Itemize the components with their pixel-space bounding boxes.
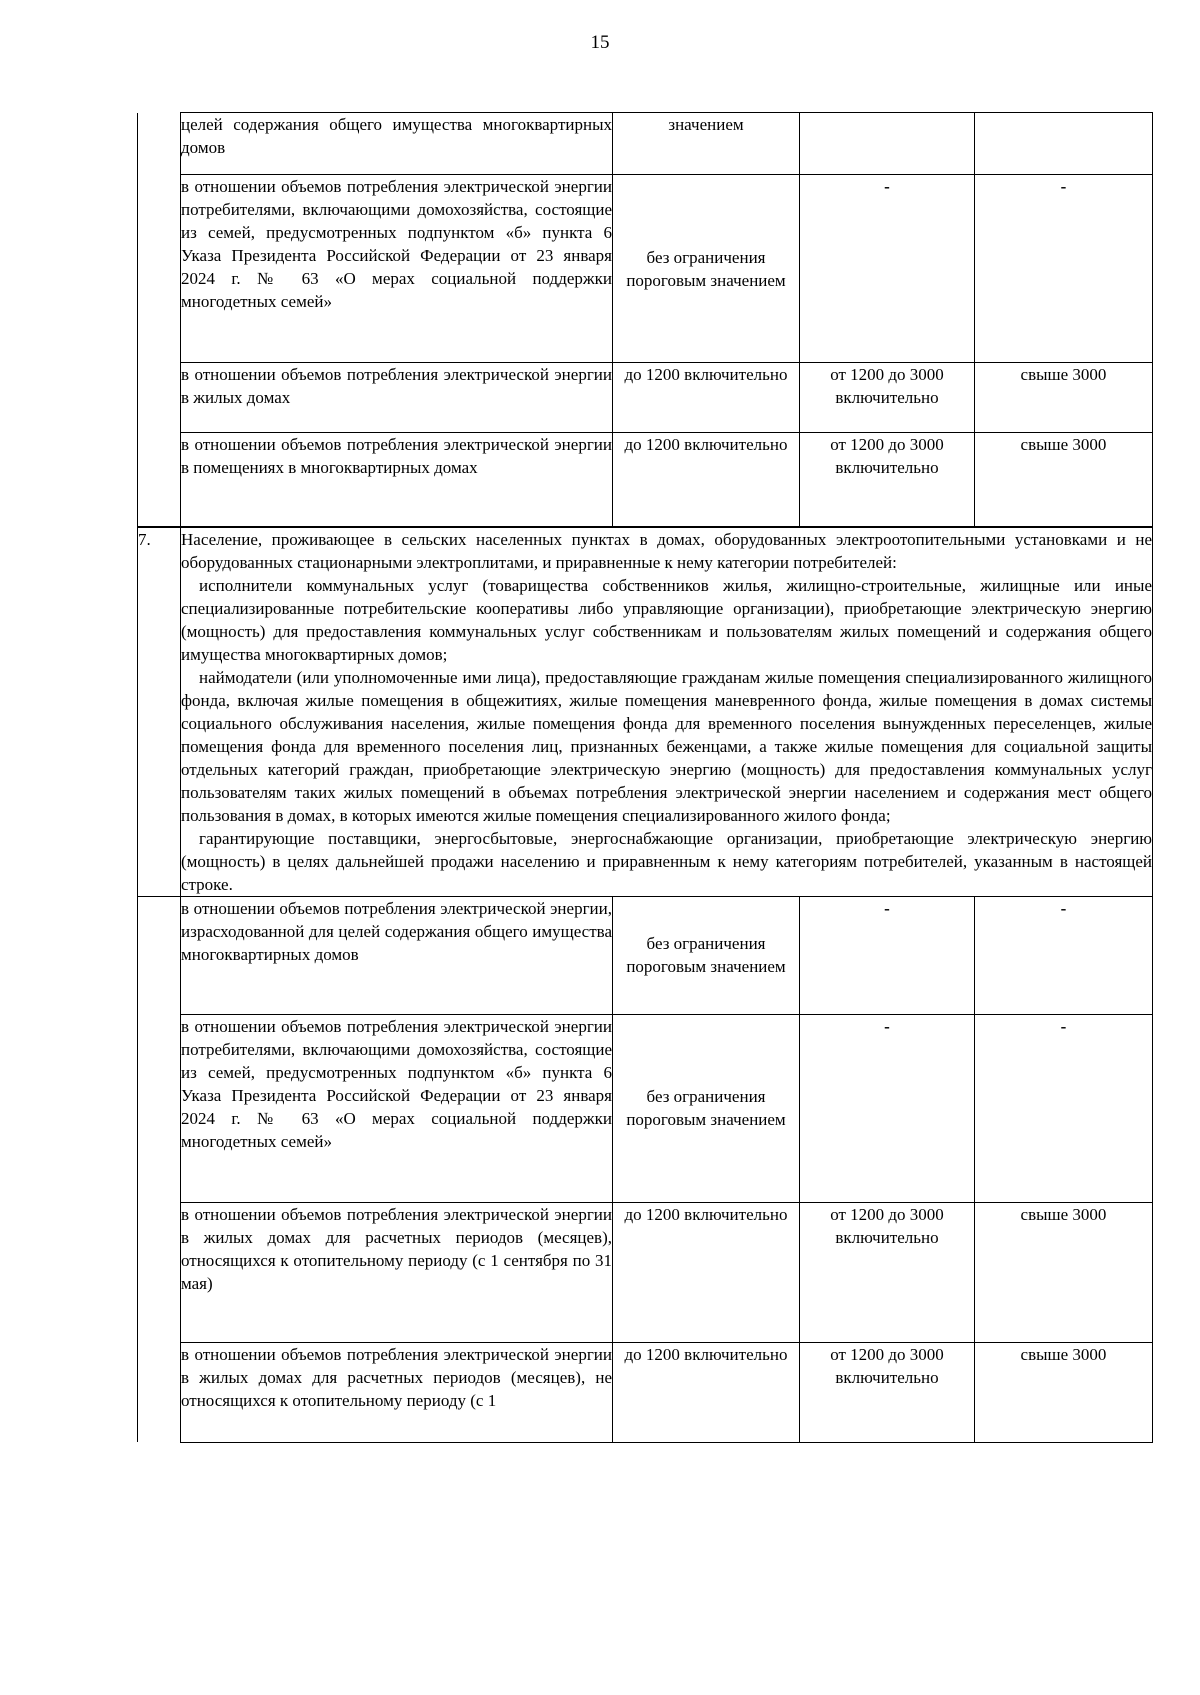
- threshold-mid: от 1200 до 3000 включительно: [800, 1202, 975, 1342]
- threshold-low: до 1200 включительно: [613, 433, 800, 527]
- tariff-table: [137, 112, 1153, 1443]
- row-number-cell: [138, 113, 181, 175]
- row-description: в отношении объемов потребления электрической энергии в жилых домах для расчетных периодов (месяцев), относящихся к отопительному периоду (с 1 сентября по 31 мая): [181, 1202, 613, 1342]
- threshold-high: -: [975, 1014, 1153, 1202]
- section-paragraph: исполнители коммунальных услуг (товарищества собственников жилья, жилищно-строительные, жилищные или иные специализированные потребительские кооперативы либо управляющие организации), приобретающие электрическую энергию (мощность) для предоставления коммунальных услуг собственникам и пользователям жилых помещений и содержания общего имущества многоквартирных домов;: [181, 575, 1152, 664]
- row-description: в отношении объемов потребления электрической энергии в помещениях в многоквартирных домах: [181, 433, 613, 527]
- threshold-low: до 1200 включительно: [613, 1202, 800, 1342]
- row-description: в отношении объемов потребления электрической энергии потребителями, включающими домохозяйства, состоящие из семей, предусмотренных подпунктом «б» пункта 6 Указа Президента Российской Федерации от 23 января 2024 г. № 63 «О мерах социальной поддержки многодетных семей»: [181, 1014, 613, 1202]
- row-description: в отношении объемов потребления электрической энергии потребителями, включающими домохозяйства, состоящие из семей, предусмотренных подпунктом «б» пункта 6 Указа Президента Российской Федерации от 23 января 2024 г. № 63 «О мерах социальной поддержки многодетных семей»: [181, 175, 613, 363]
- threshold-high: [975, 113, 1153, 175]
- threshold-low: до 1200 включительно: [613, 363, 800, 433]
- section-paragraph: гарантирующие поставщики, энергосбытовые, энергоснабжающие организации, приобретающие электрическую энергию (мощность) в целях дальнейшей продажи населению и приравненным к нему категориям потребителей, указанным в настоящей строке.: [181, 828, 1152, 894]
- table-row: [138, 1342, 1153, 1442]
- threshold-mid: -: [800, 896, 975, 1014]
- section-row: [138, 527, 1153, 897]
- row-description: в отношении объемов потребления электрической энергии в жилых домах: [181, 363, 613, 433]
- page-number: 15: [590, 32, 610, 53]
- section-paragraph: наймодатели (или уполномоченные ими лица), предоставляющие гражданам жилые помещения специализированного жилищного фонда, включая жилые помещения в общежитиях, жилые помещения маневренного фонда, жилые помещения в домах системы социального обслуживания населения, жилые помещения фонда для временного поселения вынужденных переселенцев, жилые помещения фонда для временного поселения лиц, признанных беженцами, а также жилые помещения для социальной защиты отдельных категорий граждан, приобретающие электрическую энергию (мощность) для предоставления коммунальных услуг пользователям таких жилых помещений в объемах потребления электрической энергии населением и содержания мест общего пользования в домах, в которых имеются жилые помещения специализированного жилого фонда;: [181, 667, 1152, 825]
- threshold-high: свыше 3000: [975, 363, 1153, 433]
- row-number-cell: [138, 1342, 181, 1442]
- threshold-low: без ограничения пороговым значением: [613, 1014, 800, 1202]
- row-number-cell: [138, 175, 181, 363]
- threshold-mid: от 1200 до 3000 включительно: [800, 363, 975, 433]
- section-text: [181, 527, 1153, 897]
- row-description: в отношении объемов потребления электрической энергии в жилых домах для расчетных периодов (месяцев), не относящихся к отопительному периоду (с 1: [181, 1342, 613, 1442]
- threshold-low: без ограничения пороговым значением: [613, 896, 800, 1014]
- section-paragraph: Население, проживающее в сельских населенных пунктах в домах, оборудованных электроотопительными установками и не оборудованных стационарными электроплитами, и приравненные к нему категории потребителей:: [181, 529, 1152, 572]
- threshold-high: -: [975, 175, 1153, 363]
- threshold-low: значением: [613, 113, 800, 175]
- row-number-cell: [138, 1014, 181, 1202]
- threshold-mid: -: [800, 1014, 975, 1202]
- threshold-mid: -: [800, 175, 975, 363]
- table-row: [138, 175, 1153, 363]
- table-row: [138, 113, 1153, 175]
- threshold-high: свыше 3000: [975, 1202, 1153, 1342]
- table-row: [138, 896, 1153, 1014]
- threshold-mid: от 1200 до 3000 включительно: [800, 1342, 975, 1442]
- row-number-cell: [138, 363, 181, 433]
- threshold-high: свыше 3000: [975, 433, 1153, 527]
- table-row: [138, 1014, 1153, 1202]
- row-description: целей содержания общего имущества многоквартирных домов: [181, 113, 613, 175]
- table-row: [138, 433, 1153, 527]
- row-number-cell: [138, 433, 181, 527]
- row-number-cell: [138, 1202, 181, 1342]
- table-row: [138, 363, 1153, 433]
- row-description: в отношении объемов потребления электрической энергии, израсходованной для целей содержания общего имущества многоквартирных домов: [181, 896, 613, 1014]
- section-number: 7.: [138, 527, 181, 897]
- threshold-mid: [800, 113, 975, 175]
- threshold-high: свыше 3000: [975, 1342, 1153, 1442]
- threshold-mid: от 1200 до 3000 включительно: [800, 433, 975, 527]
- threshold-low: до 1200 включительно: [613, 1342, 800, 1442]
- threshold-low: без ограничения пороговым значением: [613, 175, 800, 363]
- table-row: [138, 1202, 1153, 1342]
- threshold-high: -: [975, 896, 1153, 1014]
- row-number-cell: [138, 896, 181, 1014]
